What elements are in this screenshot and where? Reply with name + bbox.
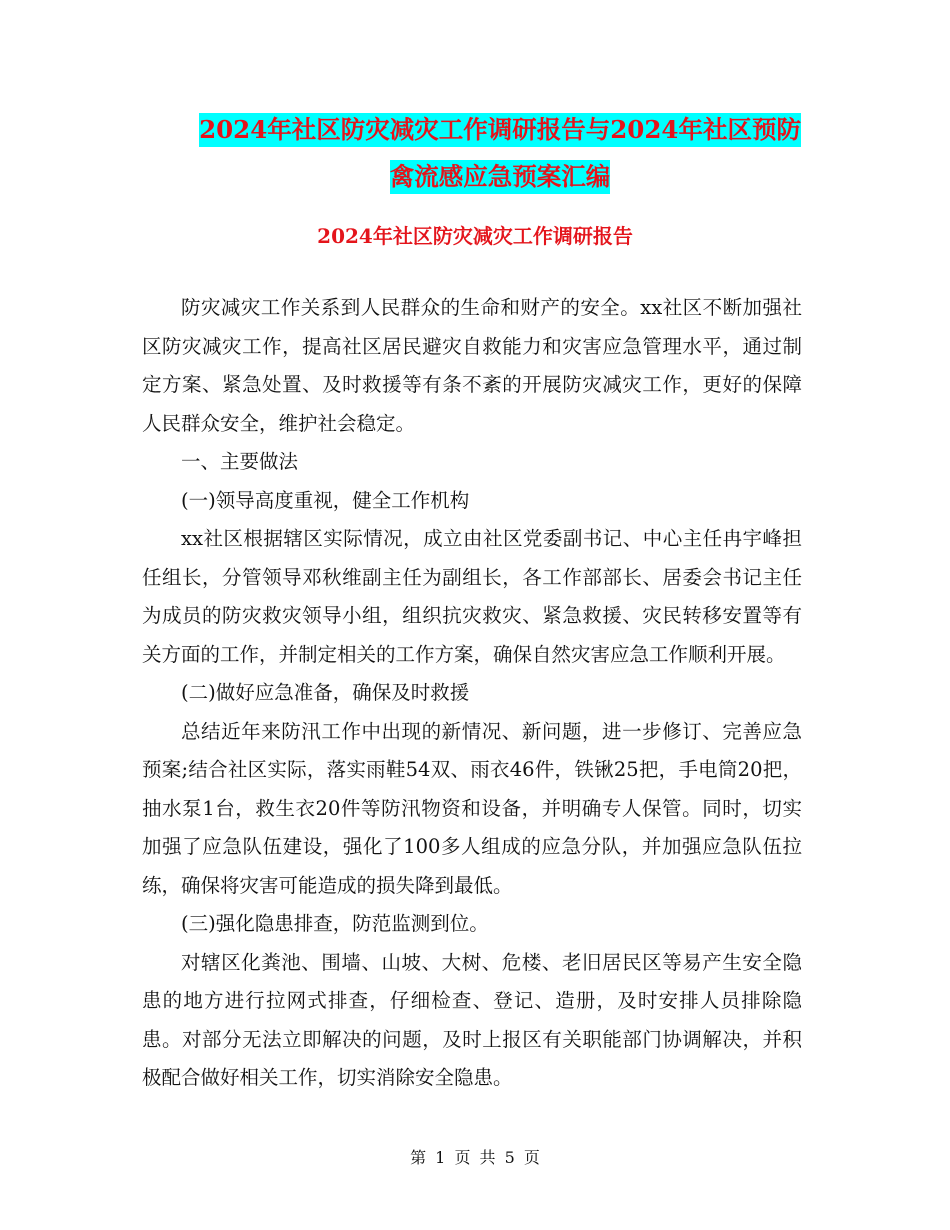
main-title-line-1: 2024年社区防灾减灾工作调研报告与2024年社区预防: [199, 113, 801, 147]
heading-main-practices: 一、主要做法: [181, 450, 299, 473]
paragraph-leadership: xx社区根据辖区实际情况，成立由社区党委副书记、中心主任冉宇峰担任组长，分管领导邓秋维副主任为副组长，各工作部部长、居委会书记主任为成员的防灾救灾领导小组，组织抗灾救灾、紧急救援、灾民转移安置等有关方面的工作，并制定相关的工作方案，确保自然灾害应急工作顺利开展。: [142, 527, 802, 666]
main-title-line-2: 禽流感应急预案汇编: [390, 160, 611, 194]
subheading-leadership: (一)领导高度重视，健全工作机构: [181, 488, 470, 512]
document-body: [142, 289, 802, 1098]
subheading-emergency-prep: (二)做好应急准备，确保及时救援: [181, 681, 470, 704]
paragraph-hazard-inspection: 对辖区化粪池、围墙、山坡、大树、危楼、老旧居民区等易产生安全隐患的地方进行拉网式排查，仔细检查、登记、造册，及时安排人员排除隐患。对部分无法立即解决的问题，及时上报区有关职能部门协调解决，并积极配合做好相关工作，切实消除安全隐患。: [142, 950, 802, 1089]
page-number-footer: 第 1 页 共 5 页: [410, 1148, 540, 1167]
section-title: 2024年社区防灾减灾工作调研报告: [317, 224, 633, 248]
subheading-hazard-inspection: (三)强化隐患排查，防范监测到位。: [181, 912, 489, 935]
paragraph-intro: 防灾减灾工作关系到人民群众的生命和财产的安全。xx社区不断加强社区防灾减灾工作，提高社区居民避灾自救能力和灾害应急管理水平，通过制定方案、紧急处置、及时救援等有条不紊的开展防灾减灾工作，更好的保障人民群众安全，维护社会稳定。: [142, 296, 802, 435]
paragraph-emergency-prep: 总结近年来防汛工作中出现的新情况、新问题，进一步修订、完善应急预案;结合社区实际，落实雨鞋54双、雨衣46件，铁锹25把，手电筒20把，抽水泵1台，救生衣20件等防汛物资和设备，并明确专人保管。同时，切实加强了应急队伍建设，强化了100多人组成的应急分队，并加强应急队伍拉练，确保将灾害可能造成的损失降到最低。: [142, 719, 802, 897]
document-main-title: [120, 106, 880, 200]
